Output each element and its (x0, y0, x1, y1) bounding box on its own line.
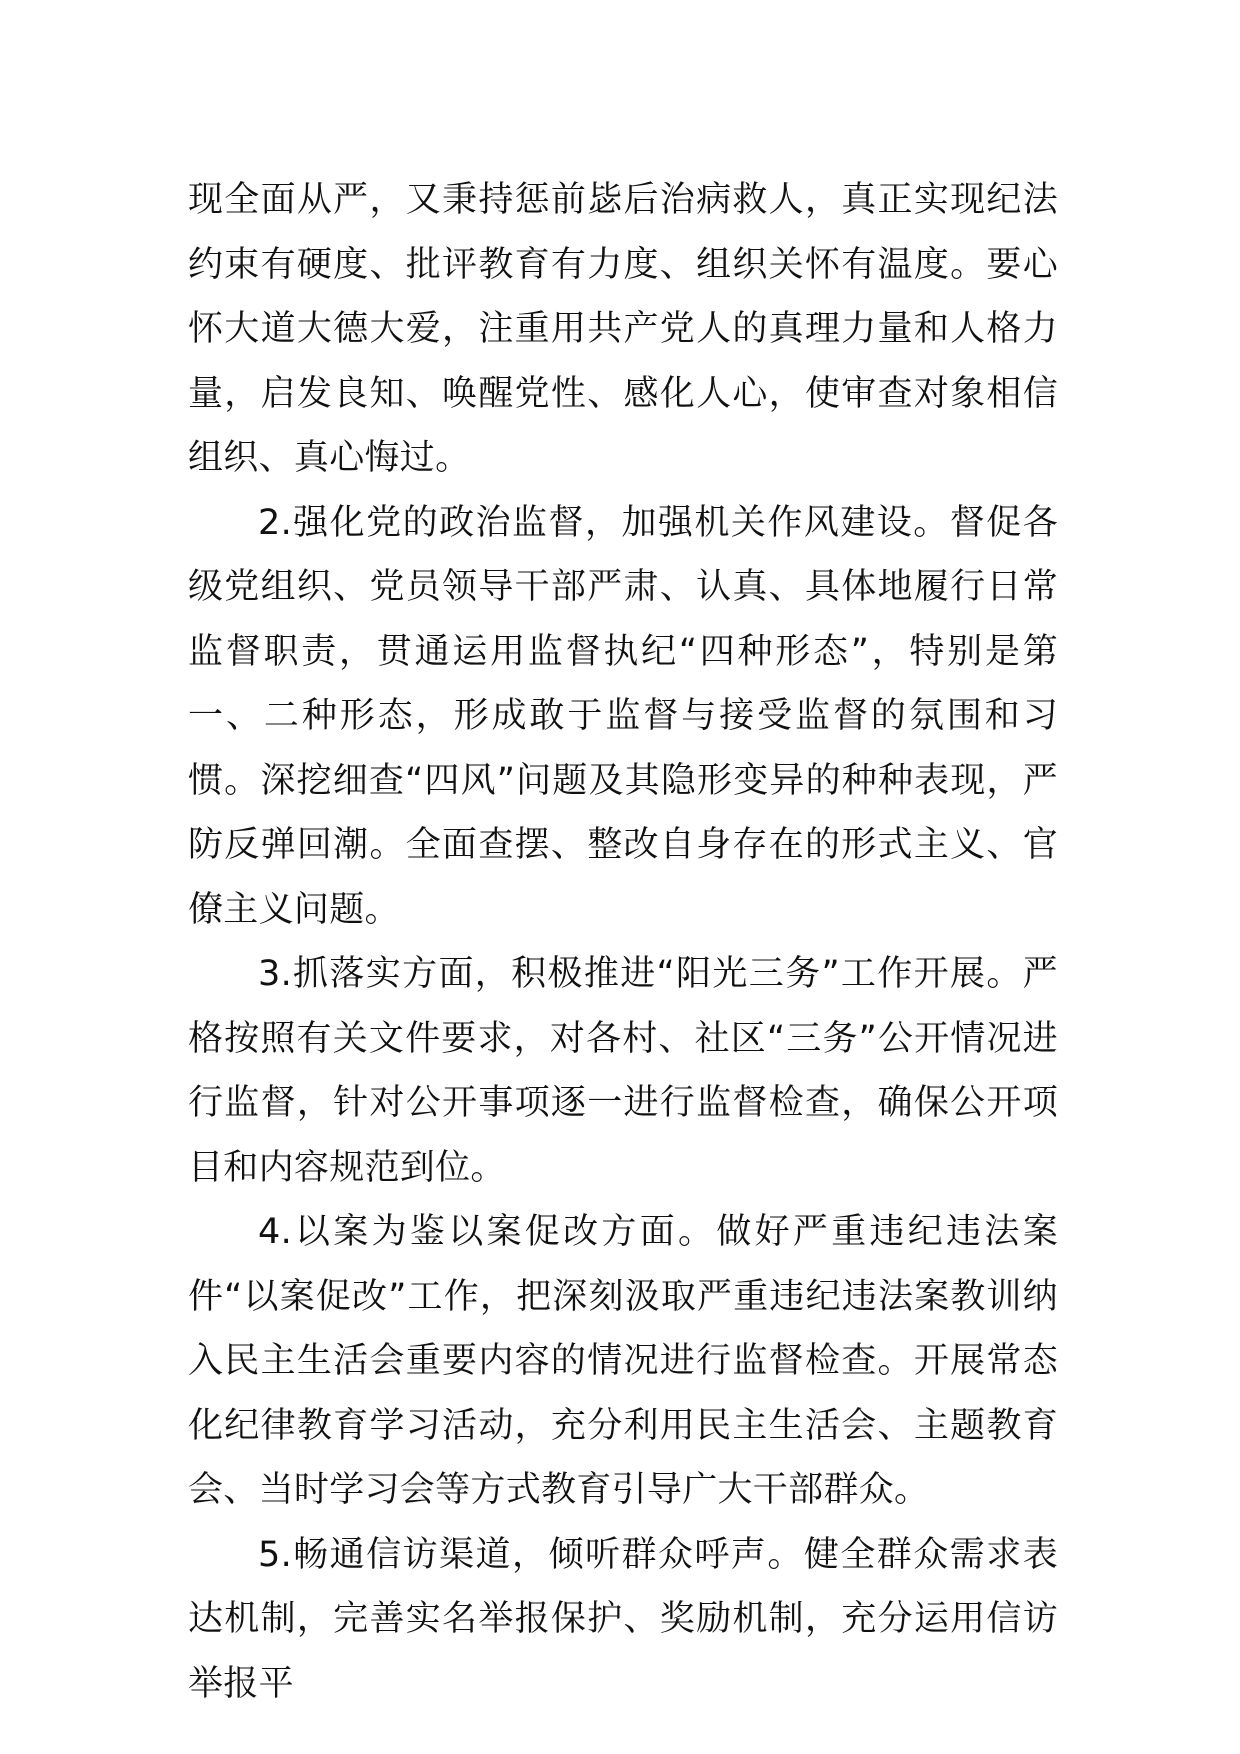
paragraph-item-4: 4.以案为鉴以案促改方面。做好严重违纪违法案件“以案促改”工作，把深刻汲取严重违纪违法案教训纳入民主生活会重要内容的情况进行监督检查。开展常态化纪律教育学习活动，充分利用民主生活会、主题教育会、当时学习会等方式教育引导广大干部群众。 (188, 1212, 1058, 1510)
paragraph-item-3: 3.抓落实方面，积极推进“阳光三务”工作开展。严格按照有关文件要求，对各村、社区“三务”公开情况进行监督，针对公开事项逐一进行监督检查，确保公开项目和内容规范到位。 (188, 954, 1058, 1188)
paragraph-item-2: 2.强化党的政治监督，加强机关作风建设。督促各级党组织、党员领导干部严肃、认真、具体地履行日常监督职责，贯通运用监督执纪“四种形态”，特别是第一、二种形态，形成敢于监督与接受监督的氛围和习惯。深挖细查“四风”问题及其隐形变异的种种表现，严防反弹回潮。全面查摆、整改自身存在的形式主义、官僚主义问题。 (188, 502, 1058, 930)
paragraph-item-5: 5.畅通信访渠道，倾听群众呼声。健全群众需求表达机制，完善实名举报保护、奖励机制，充分运用信访举报平 (188, 1534, 1058, 1704)
paragraph-continued: 现全面从严，又秉持惩前毖后治病救人，真正实现纪法约束有硬度、批评教育有力度、组织关怀有温度。要心怀大道大德大爱，注重用共产党人的真理力量和人格力量，启发良知、唤醒党性、感化人心，使审查对象相信组织、真心悔过。 (188, 180, 1058, 478)
document-body (188, 168, 1058, 1716)
